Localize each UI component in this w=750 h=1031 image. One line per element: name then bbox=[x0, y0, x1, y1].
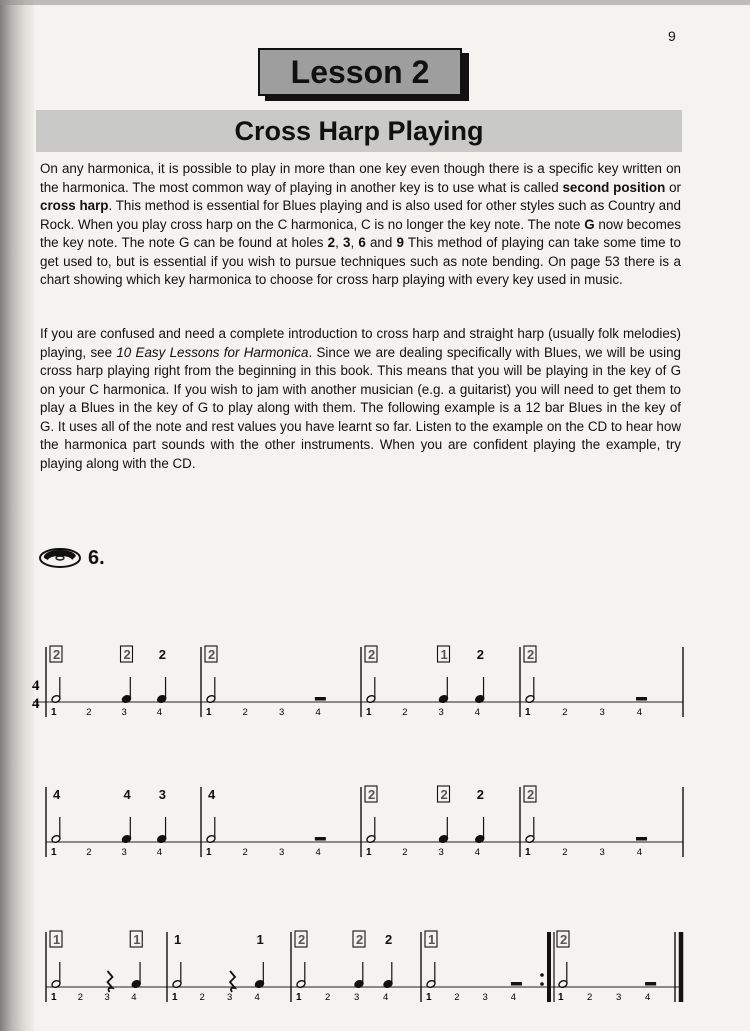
beat-number: 3 bbox=[104, 992, 110, 1003]
beat-number: 1 bbox=[296, 992, 302, 1003]
beat-number: 3 bbox=[438, 707, 444, 718]
harmonica-hole-number: 1 bbox=[174, 932, 182, 947]
harmonica-hole-number: 4 bbox=[208, 787, 216, 802]
beat-number: 1 bbox=[366, 707, 372, 718]
paragraph-text-segment: , bbox=[350, 235, 359, 250]
paragraph-text-segment: 10 Easy Lessons for Harmonica bbox=[116, 344, 309, 360]
beat-number: 3 bbox=[279, 707, 285, 718]
beat-number: 2 bbox=[77, 992, 84, 1003]
music-staff-row-3 bbox=[0, 920, 750, 1010]
music-staff-row-2 bbox=[0, 775, 750, 865]
paragraph-text-segment: and bbox=[365, 235, 397, 250]
paragraph-text-segment: . Since we are dealing specifically with Blues, we will be using cross harp playing right from the beginning in this book. This means that you will be playing in the key of G on your C harmonica. If you wish to jam with another musician (e.g. a guitarist) you will need to get them to play a Blues in the key of G to play along with them. The following example is a 12 bar Blues in the key of G. It uses all of the note and rest values you have learnt so far. Listen to the example on the CD to hear how the harmonica part sounds with the other instruments. When you are confident playing the example, try playing along with the CD. bbox=[40, 344, 681, 471]
harmonica-hole-number: 2 bbox=[476, 647, 484, 662]
beat-number: 1 bbox=[206, 707, 212, 718]
half-rest bbox=[315, 697, 326, 701]
harmonica-hole-number: 2 bbox=[123, 647, 131, 662]
beat-number: 1 bbox=[51, 992, 57, 1003]
cd-track-number: 6. bbox=[88, 546, 105, 569]
half-rest bbox=[636, 837, 647, 841]
paragraph-text-segment: or bbox=[665, 179, 681, 195]
time-signature-bottom: 4 bbox=[32, 696, 40, 712]
paragraph-cross-harp-intro bbox=[40, 160, 681, 290]
cd-track-marker bbox=[38, 544, 105, 572]
beat-number: 4 bbox=[510, 992, 517, 1003]
paragraph-text-segment: This method of playing can take some time to get used to, but is essential if you wish to pursue techniques such as note bending. On page 53 there is a chart showing which key harmonica to choose for cross harp playing with every key used in music. bbox=[40, 235, 681, 287]
paragraph-text-segment: 2 bbox=[327, 235, 336, 250]
harmonica-hole-number: 2 bbox=[158, 647, 166, 662]
beat-number: 4 bbox=[156, 707, 163, 718]
beat-number: 1 bbox=[525, 707, 531, 718]
harmonica-hole-number: 4 bbox=[123, 787, 131, 802]
beat-number: 4 bbox=[254, 992, 260, 1003]
beat-number: 3 bbox=[599, 847, 605, 858]
beat-number: 1 bbox=[172, 992, 178, 1003]
paragraph-introduction-reference bbox=[40, 325, 681, 473]
beat-number: 4 bbox=[315, 847, 321, 858]
beat-number: 2 bbox=[402, 847, 408, 858]
paragraph-text-segment: 3 bbox=[343, 235, 351, 250]
paragraph-text-segment: . This method is essential for Blues playing and is also used for other styles such as Country and Rock. When you play cross harp on the C harmonica, C is no longer the key note. The note bbox=[40, 198, 681, 232]
harmonica-hole-number: 2 bbox=[53, 647, 61, 662]
harmonica-hole-number: 1 bbox=[440, 647, 448, 662]
beat-number: 4 bbox=[383, 992, 389, 1003]
quarter-rest bbox=[108, 971, 113, 992]
repeat-dot bbox=[540, 982, 544, 986]
harmonica-hole-number: 3 bbox=[158, 787, 166, 802]
beat-number: 3 bbox=[482, 992, 488, 1003]
beat-number: 1 bbox=[51, 707, 57, 718]
harmonica-hole-number: 2 bbox=[208, 647, 216, 662]
paragraph-text-segment: now becomes the key note. The note G can be found at holes bbox=[40, 216, 682, 250]
harmonica-hole-number: 2 bbox=[356, 932, 364, 947]
beat-number: 4 bbox=[474, 707, 481, 718]
repeat-dot bbox=[540, 973, 544, 977]
beat-number: 3 bbox=[227, 992, 233, 1003]
beat-number: 1 bbox=[206, 847, 212, 858]
paragraph-text-segment: 6 bbox=[358, 235, 366, 250]
beat-number: 1 bbox=[51, 847, 57, 858]
harmonica-hole-number: 2 bbox=[368, 787, 376, 802]
paragraph-text-segment: , bbox=[335, 235, 343, 250]
beat-number: 4 bbox=[636, 707, 643, 718]
paragraph-text-segment: cross harp bbox=[40, 198, 109, 213]
beat-number: 3 bbox=[599, 707, 605, 718]
harmonica-hole-number: 2 bbox=[368, 647, 376, 662]
cd-icon bbox=[38, 544, 82, 572]
beat-number: 1 bbox=[426, 992, 432, 1003]
harmonica-hole-number: 2 bbox=[560, 932, 568, 947]
harmonica-hole-number: 2 bbox=[440, 787, 448, 802]
harmonica-hole-number: 4 bbox=[53, 787, 61, 802]
beat-number: 4 bbox=[645, 992, 651, 1003]
beat-number: 2 bbox=[562, 707, 568, 718]
half-rest bbox=[315, 837, 326, 841]
beat-number: 4 bbox=[636, 847, 643, 858]
beat-number: 3 bbox=[121, 707, 127, 718]
harmonica-hole-number: 2 bbox=[527, 647, 535, 662]
beat-number: 3 bbox=[438, 847, 444, 858]
beat-number: 2 bbox=[587, 992, 593, 1003]
section-title: Cross Harp Playing bbox=[234, 115, 484, 146]
top-edge-shadow bbox=[0, 0, 750, 5]
beat-number: 1 bbox=[366, 847, 372, 858]
beat-number: 2 bbox=[242, 847, 248, 858]
harmonica-hole-number: 2 bbox=[476, 787, 484, 802]
quarter-rest bbox=[230, 971, 235, 992]
beat-number: 2 bbox=[562, 847, 568, 858]
page-number: 9 bbox=[668, 28, 676, 44]
lesson-title-box bbox=[258, 48, 462, 96]
harmonica-hole-number: 1 bbox=[53, 932, 61, 947]
beat-number: 2 bbox=[325, 992, 331, 1003]
beat-number: 2 bbox=[402, 707, 408, 718]
beat-number: 4 bbox=[474, 847, 481, 858]
book-spine-shadow bbox=[0, 0, 34, 1031]
paragraph-text-segment: second position bbox=[562, 179, 666, 195]
beat-number: 1 bbox=[525, 847, 531, 858]
half-rest bbox=[636, 697, 647, 701]
harmonica-hole-number: 2 bbox=[527, 787, 535, 802]
beat-number: 3 bbox=[279, 847, 285, 858]
harmonica-hole-number: 1 bbox=[256, 932, 264, 947]
time-signature-top: 4 bbox=[32, 678, 40, 694]
beat-number: 4 bbox=[156, 847, 163, 858]
paragraph-text-segment: 9 bbox=[396, 235, 404, 250]
lesson-title: Lesson 2 bbox=[290, 53, 430, 90]
music-staff-row-1 bbox=[0, 635, 750, 725]
beat-number: 4 bbox=[315, 707, 321, 718]
paragraph-text-segment: If you are confused and need a complete introduction to cross harp and straight harp (usually folk melodies) playing, see bbox=[40, 326, 681, 360]
harmonica-hole-number: 2 bbox=[385, 932, 393, 947]
half-rest bbox=[645, 982, 656, 986]
beat-number: 2 bbox=[454, 992, 460, 1003]
beat-number: 2 bbox=[199, 992, 205, 1003]
paragraph-text-segment: On any harmonica, it is possible to play in more than one key even though there is a specific key written on the harmonica. The most common way of playing in another key is to use what is called bbox=[40, 161, 681, 195]
beat-number: 2 bbox=[86, 847, 92, 858]
beat-number: 4 bbox=[131, 992, 137, 1003]
beat-number: 2 bbox=[86, 707, 92, 718]
harmonica-hole-number: 2 bbox=[298, 932, 306, 947]
harmonica-hole-number: 1 bbox=[428, 932, 436, 947]
beat-number: 1 bbox=[558, 992, 564, 1003]
beat-number: 3 bbox=[121, 847, 127, 858]
section-title-band bbox=[36, 110, 682, 152]
beat-number: 3 bbox=[354, 992, 360, 1003]
beat-number: 2 bbox=[242, 707, 248, 718]
beat-number: 3 bbox=[616, 992, 622, 1003]
paragraph-text-segment: G bbox=[584, 216, 595, 232]
half-rest bbox=[511, 982, 522, 986]
harmonica-hole-number: 1 bbox=[133, 932, 141, 947]
